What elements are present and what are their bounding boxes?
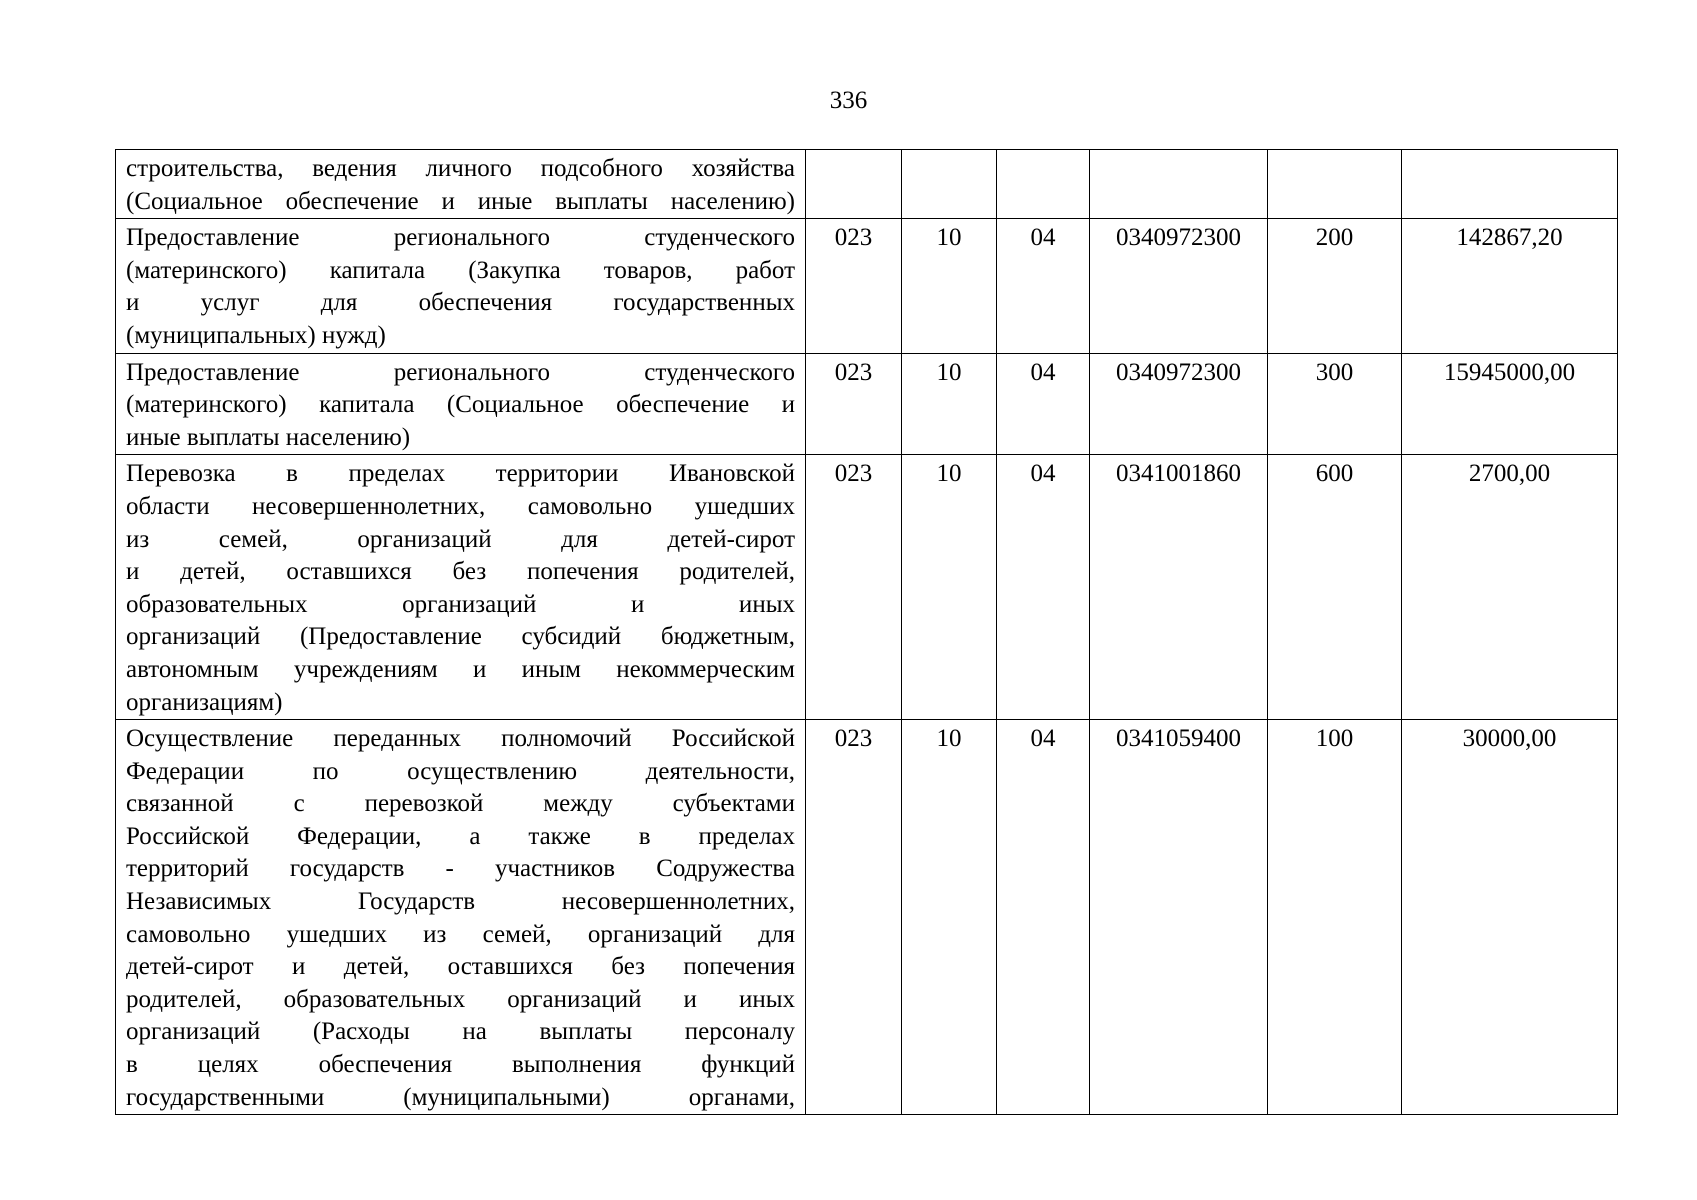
section-code — [902, 150, 997, 219]
description-line: области несовершеннолетних, самовольно ушедших — [126, 492, 795, 520]
subsection-code: 04 — [997, 455, 1090, 720]
description-line: автономным учреждениям и иным некоммерческим — [126, 655, 795, 683]
table-row — [116, 455, 1618, 720]
description-line: Предоставление регионального студенческого — [126, 358, 795, 386]
section-code: 10 — [902, 353, 997, 455]
description-line: из семей, организаций для детей-сирот — [126, 525, 795, 553]
expense-description — [116, 353, 806, 455]
expense-type-code: 200 — [1268, 219, 1402, 353]
description-line: в целях обеспечения выполнения функций — [126, 1051, 795, 1079]
description-line: строительства, ведения личного подсобного хозяйства — [126, 155, 795, 182]
subsection-code: 04 — [997, 720, 1090, 1115]
description-line: Предоставление регионального студенческого — [126, 224, 795, 252]
description-line: (Социальное обеспечение и иные выплаты населению) — [126, 187, 795, 215]
description-line: Независимых Государств несовершеннолетних, — [126, 888, 795, 916]
ministry-code: 023 — [806, 219, 902, 353]
subsection-code: 04 — [997, 219, 1090, 353]
section-code: 10 — [902, 219, 997, 353]
ministry-code — [806, 150, 902, 219]
description-line: иные выплаты населению) — [126, 423, 411, 451]
expense-type-code — [1268, 150, 1402, 219]
description-line: родителей, образовательных организаций и иных — [126, 985, 795, 1013]
target-article-code: 0340972300 — [1090, 219, 1268, 353]
description-line: Российской Федерации, а также в пределах — [126, 822, 795, 850]
description-line: организациям) — [126, 688, 283, 716]
description-line: (материнского) капитала (Закупка товаров, работ — [126, 256, 795, 284]
subsection-code: 04 — [997, 353, 1090, 455]
description-line: Федерации по осуществлению деятельности, — [126, 757, 795, 785]
expense-description — [116, 150, 806, 219]
expense-type-code: 600 — [1268, 455, 1402, 720]
description-line: связанной с перевозкой между субъектами — [126, 790, 795, 818]
target-article-code: 0340972300 — [1090, 353, 1268, 455]
amount-value: 15945000,00 — [1402, 353, 1618, 455]
amount-value: 142867,20 — [1402, 219, 1618, 353]
description-line: детей-сирот и детей, оставшихся без попечения — [126, 953, 795, 981]
expense-description — [116, 219, 806, 353]
description-line: самовольно ушедших из семей, организаций для — [126, 920, 795, 948]
table-row — [116, 150, 1618, 219]
table-row — [116, 219, 1618, 353]
ministry-code: 023 — [806, 720, 902, 1115]
section-code: 10 — [902, 720, 997, 1115]
description-line: и услуг для обеспечения государственных — [126, 289, 795, 317]
table-row — [116, 353, 1618, 455]
description-line: Перевозка в пределах территории Ивановской — [126, 460, 795, 488]
amount-value — [1402, 150, 1618, 219]
ministry-code: 023 — [806, 353, 902, 455]
table-row — [116, 720, 1618, 1115]
expense-description — [116, 455, 806, 720]
description-line: территорий государств - участников Содружества — [126, 855, 795, 883]
expense-description — [116, 720, 806, 1115]
page-number: 336 — [829, 87, 868, 114]
amount-value: 2700,00 — [1402, 455, 1618, 720]
target-article-code — [1090, 150, 1268, 219]
expense-type-code: 300 — [1268, 353, 1402, 455]
ministry-code: 023 — [806, 455, 902, 720]
description-line: и детей, оставшихся без попечения родителей, — [126, 558, 795, 586]
amount-value: 30000,00 — [1402, 720, 1618, 1115]
target-article-code: 0341059400 — [1090, 720, 1268, 1115]
description-line: Осуществление переданных полномочий Российской — [126, 725, 795, 753]
description-line: образовательных организаций и иных — [126, 590, 795, 618]
description-line: организаций (Расходы на выплаты персоналу — [126, 1018, 795, 1046]
description-line: (материнского) капитала (Социальное обеспечение и — [126, 391, 795, 419]
expense-type-code: 100 — [1268, 720, 1402, 1115]
description-line: организаций (Предоставление субсидий бюджетным, — [126, 623, 795, 651]
description-line: государственными (муниципальными) органами, — [126, 1083, 795, 1111]
subsection-code — [997, 150, 1090, 219]
section-code: 10 — [902, 455, 997, 720]
budget-table — [115, 149, 1618, 1115]
description-line: (муниципальных) нужд) — [126, 321, 386, 349]
target-article-code: 0341001860 — [1090, 455, 1268, 720]
